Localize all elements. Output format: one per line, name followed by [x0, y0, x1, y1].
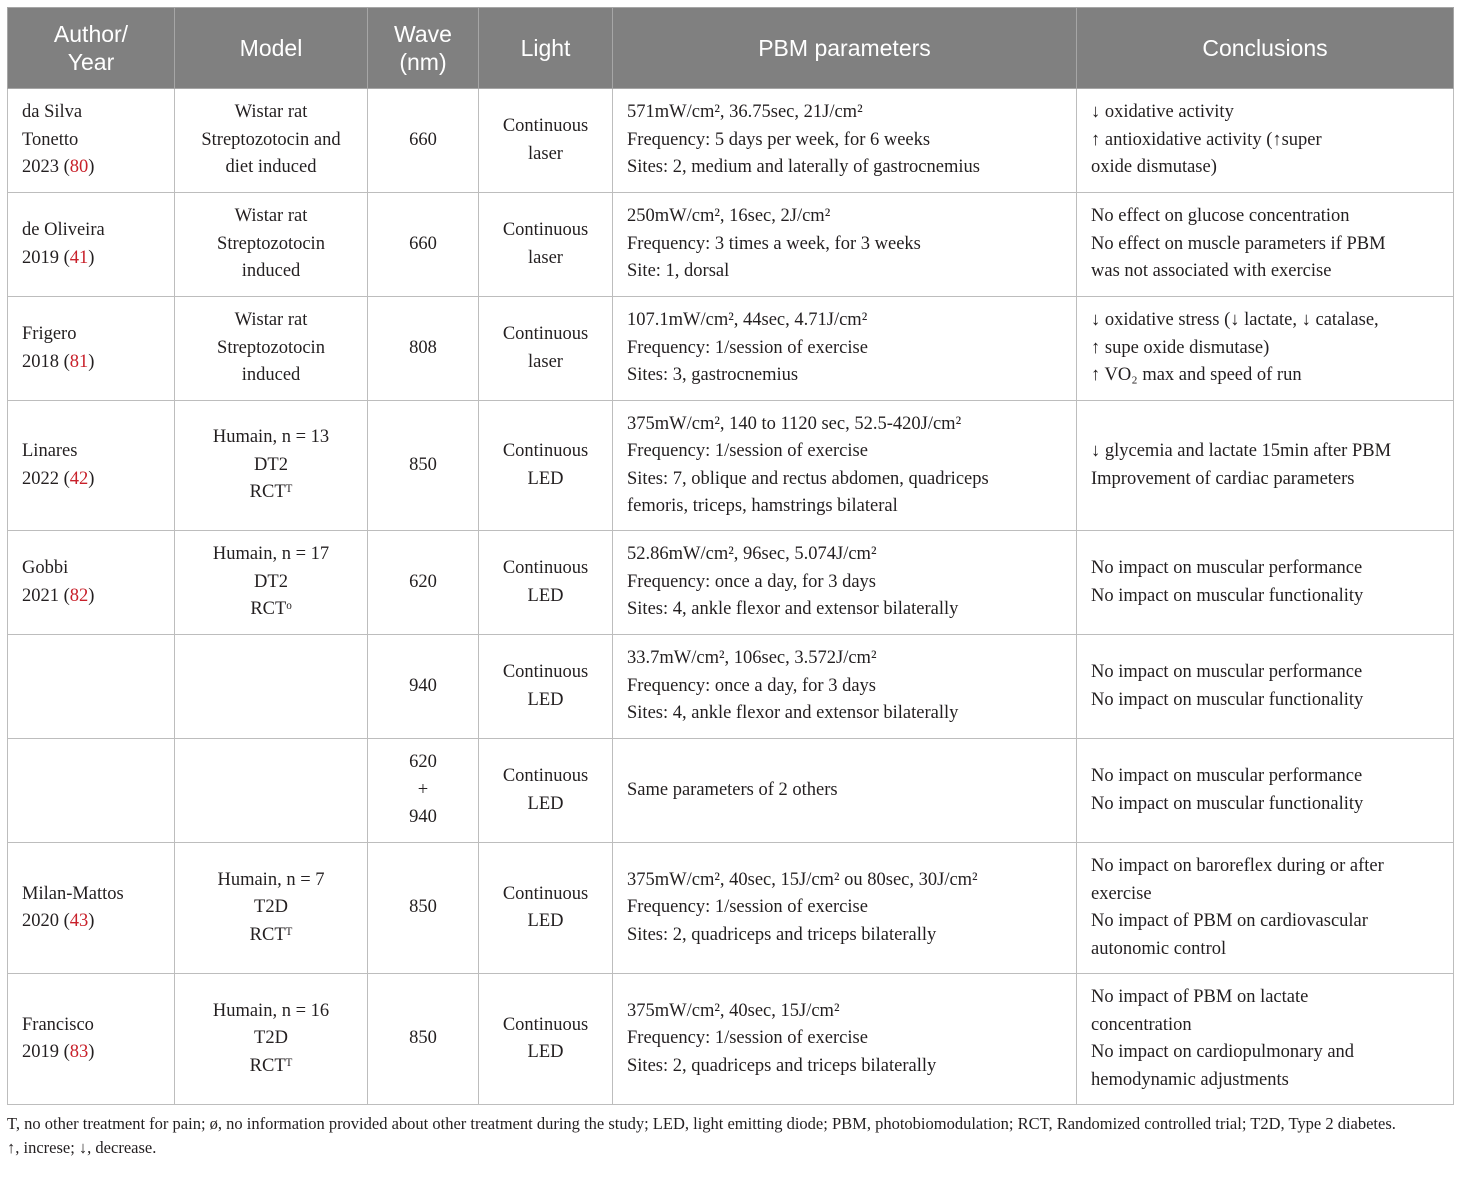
- table-row: [8, 401, 1454, 531]
- light-line: LED: [527, 689, 564, 710]
- light-line: Continuous: [502, 220, 589, 240]
- conclusions-line: No impact on muscular functionality: [1091, 585, 1364, 606]
- model-line: RCTᵀ: [249, 1055, 293, 1076]
- header-wave: Wave (nm): [368, 8, 479, 89]
- params-line: Frequency: 1/session of exercise: [627, 337, 868, 358]
- params-line: Same parameters of 2 others: [627, 779, 838, 800]
- author-year-cell: [8, 974, 175, 1105]
- model-line: Wistar rat: [234, 102, 308, 123]
- wave-line: 620: [409, 571, 437, 592]
- light-cell: [479, 401, 613, 531]
- model-line: Streptozotocin: [217, 337, 325, 358]
- model-line: RCTᵒ: [250, 599, 292, 620]
- reference-link[interactable]: 81: [69, 351, 89, 372]
- table-row: [8, 974, 1454, 1105]
- light-cell: [479, 843, 613, 974]
- params-line: Site: 1, dorsal: [627, 261, 730, 282]
- params-line: 571mW/cm², 36.75sec, 21J/cm²: [627, 102, 863, 123]
- model-line: induced: [241, 261, 301, 282]
- light-line: Continuous: [502, 883, 589, 904]
- light-line: Continuous: [502, 324, 589, 344]
- table-row: [8, 89, 1454, 193]
- wave-line: 850: [409, 897, 437, 918]
- params-line: Frequency: 1/session of exercise: [627, 897, 868, 918]
- table-row: [8, 531, 1454, 635]
- wave-line: +: [417, 779, 429, 800]
- year: 2023: [22, 157, 59, 178]
- model-line: T2D: [254, 1028, 288, 1049]
- wave-cell: [368, 401, 479, 531]
- reference-link[interactable]: 42: [69, 468, 89, 489]
- model-line: RCTᵀ: [249, 924, 293, 945]
- model-line: DT2: [254, 454, 288, 475]
- header-author-year: Author/ Year: [8, 8, 175, 89]
- params-line: 375mW/cm², 40sec, 15J/cm²: [627, 1000, 840, 1021]
- wave-cell: [368, 193, 479, 297]
- light-line: Continuous: [502, 116, 589, 136]
- table-row: [8, 739, 1454, 843]
- year: 2020: [22, 911, 59, 931]
- conclusions-line: Improvement of cardiac parameters: [1091, 468, 1355, 489]
- model-line: Humain, n = 13: [212, 427, 330, 448]
- studies-table: [7, 7, 1454, 1105]
- reference-link[interactable]: 82: [69, 585, 89, 606]
- params-line: Sites: 2, quadriceps and triceps bilaterally: [627, 1055, 937, 1076]
- params-line: 375mW/cm², 140 to 1120 sec, 52.5-420J/cm²: [627, 413, 962, 434]
- light-cell: [479, 974, 613, 1105]
- wave-line: 940: [409, 807, 437, 828]
- model-cell: [175, 739, 368, 843]
- header-light: Light: [479, 8, 613, 89]
- pbm-parameters-cell: [613, 974, 1077, 1105]
- table-row: [8, 193, 1454, 297]
- conclusions-line: No impact on muscular functionality: [1091, 793, 1364, 814]
- year-line: 2019 (83): [22, 1042, 95, 1062]
- pbm-parameters-cell: [613, 843, 1077, 974]
- params-line: Sites: 4, ankle flexor and extensor bilaterally: [627, 703, 959, 724]
- author-year-cell: [8, 635, 175, 739]
- reference-link[interactable]: 43: [69, 911, 89, 931]
- light-cell: [479, 635, 613, 739]
- conclusions-cell: [1077, 531, 1454, 635]
- conclusions-line: autonomic control: [1091, 938, 1227, 959]
- light-line: laser: [528, 143, 563, 164]
- light-line: laser: [528, 351, 563, 372]
- conclusions-line: ↓ oxidative activity: [1091, 102, 1234, 123]
- year-line: 2018 (81): [22, 351, 95, 372]
- author-year-cell: [8, 739, 175, 843]
- conclusions-cell: [1077, 739, 1454, 843]
- light-line: LED: [527, 1042, 564, 1062]
- conclusions-line: No impact of PBM on cardiovascular: [1091, 911, 1368, 931]
- params-line: Sites: 3, gastrocnemius: [627, 365, 799, 386]
- pbm-parameters-cell: [613, 635, 1077, 739]
- wave-cell: [368, 635, 479, 739]
- conclusions-line: concentration: [1091, 1014, 1192, 1035]
- light-line: Continuous: [502, 441, 589, 461]
- author-year-cell: [8, 89, 175, 193]
- pbm-parameters-cell: [613, 531, 1077, 635]
- params-line: Frequency: 1/session of exercise: [627, 441, 868, 461]
- light-cell: [479, 89, 613, 193]
- params-line: 33.7mW/cm², 106sec, 3.572J/cm²: [627, 648, 877, 669]
- model-cell: [175, 531, 368, 635]
- light-line: LED: [527, 911, 564, 931]
- light-cell: [479, 297, 613, 401]
- wave-cell: [368, 531, 479, 635]
- light-line: Continuous: [502, 558, 589, 578]
- author-line: Tonetto: [22, 129, 79, 150]
- author-year-cell: [8, 297, 175, 401]
- wave-cell: [368, 739, 479, 843]
- conclusions-cell: [1077, 193, 1454, 297]
- params-line: Frequency: 1/session of exercise: [627, 1028, 868, 1049]
- conclusions-line: ↓ oxidative stress (↓ lactate, ↓ catalase,: [1091, 310, 1379, 331]
- author-line: da Silva: [22, 102, 83, 123]
- model-line: Humain, n = 7: [217, 869, 325, 890]
- conclusions-line: oxide dismutase): [1091, 157, 1217, 178]
- pbm-parameters-cell: [613, 401, 1077, 531]
- wave-line: 850: [409, 454, 437, 475]
- author-line: Gobbi: [22, 558, 69, 578]
- conclusions-cell: [1077, 843, 1454, 974]
- light-line: LED: [527, 793, 564, 814]
- params-line: 107.1mW/cm², 44sec, 4.71J/cm²: [627, 310, 868, 331]
- light-cell: [479, 193, 613, 297]
- year-line: 2021 (82): [22, 585, 95, 606]
- conclusions-line: ↑ antioxidative activity (↑super: [1091, 129, 1322, 150]
- author-line: Linares: [22, 441, 78, 461]
- wave-line: 660: [409, 233, 437, 254]
- model-line: Streptozotocin and: [201, 129, 341, 150]
- year: 2019: [22, 1042, 59, 1062]
- params-line: 375mW/cm², 40sec, 15J/cm² ou 80sec, 30J/cm²: [627, 869, 978, 890]
- author-year-cell: [8, 401, 175, 531]
- model-line: RCTᵀ: [249, 482, 293, 503]
- light-line: Continuous: [502, 766, 589, 786]
- model-line: Wistar rat: [234, 206, 308, 227]
- model-cell: [175, 297, 368, 401]
- wave-cell: [368, 297, 479, 401]
- footnote-abbreviations: T, no other treatment for pain; ø, no information provided about other treatment during the study; LED, light emitting diode; PBM, photobiomodulation; RCT, Randomized controlled trial; T2D, Type 2 diabetes.: [7, 1114, 1396, 1133]
- light-cell: [479, 739, 613, 843]
- model-line: Humain, n = 17: [212, 544, 330, 565]
- pbm-parameters-cell: [613, 739, 1077, 843]
- conclusions-line: hemodynamic adjustments: [1091, 1069, 1289, 1090]
- author-line: Frigero: [22, 324, 77, 344]
- year: 2021: [22, 585, 59, 606]
- author-year-cell: [8, 843, 175, 974]
- light-line: LED: [527, 468, 564, 489]
- wave-cell: [368, 843, 479, 974]
- author-line: de Oliveira: [22, 220, 105, 240]
- model-cell: [175, 974, 368, 1105]
- table-row: [8, 843, 1454, 974]
- light-cell: [479, 531, 613, 635]
- conclusions-line: No impact on muscular functionality: [1091, 689, 1364, 710]
- reference-link[interactable]: 41: [69, 247, 89, 268]
- conclusions-cell: [1077, 297, 1454, 401]
- header-conclusions: Conclusions: [1077, 8, 1454, 89]
- table-body: [8, 89, 1454, 1105]
- conclusions-line: No impact on cardiopulmonary and: [1091, 1042, 1355, 1062]
- header-model: Model: [175, 8, 368, 89]
- model-cell: [175, 635, 368, 739]
- wave-cell: [368, 89, 479, 193]
- conclusions-line: No impact on muscular performance: [1091, 558, 1363, 578]
- params-line: Frequency: 3 times a week, for 3 weeks: [627, 233, 921, 254]
- conclusions-line: was not associated with exercise: [1091, 261, 1332, 282]
- conclusions-line: No impact on baroreflex during or after: [1091, 856, 1384, 876]
- model-line: diet induced: [225, 157, 317, 178]
- params-line: Sites: 7, oblique and rectus abdomen, quadriceps: [627, 468, 989, 489]
- light-line: laser: [528, 247, 563, 268]
- table-row: [8, 297, 1454, 401]
- footnote-arrows: ↑, increse; ↓, decrease.: [7, 1138, 157, 1157]
- params-line: femoris, triceps, hamstrings bilateral: [627, 496, 898, 516]
- wave-cell: [368, 974, 479, 1105]
- pbm-parameters-cell: [613, 89, 1077, 193]
- author-year-cell: [8, 193, 175, 297]
- year: 2019: [22, 247, 59, 268]
- wave-line: 660: [409, 129, 437, 150]
- params-line: Sites: 2, quadriceps and triceps bilaterally: [627, 924, 937, 945]
- model-cell: [175, 89, 368, 193]
- model-cell: [175, 843, 368, 974]
- header-pbm-parameters: PBM parameters: [613, 8, 1077, 89]
- author-year-cell: [8, 531, 175, 635]
- wave-line: 850: [409, 1028, 437, 1049]
- table-row: [8, 635, 1454, 739]
- year: 2022: [22, 468, 59, 489]
- wave-line: 808: [409, 337, 437, 358]
- pbm-parameters-cell: [613, 193, 1077, 297]
- conclusions-line: No impact on muscular performance: [1091, 662, 1363, 682]
- model-cell: [175, 401, 368, 531]
- model-line: DT2: [254, 571, 288, 592]
- conclusions-line: ↑ supe oxide dismutase): [1091, 337, 1270, 358]
- conclusions-line: ↓ glycemia and lactate 15min after PBM: [1091, 441, 1392, 461]
- conclusions-cell: [1077, 89, 1454, 193]
- year-line: 2023 (80): [22, 157, 95, 178]
- params-line: 250mW/cm², 16sec, 2J/cm²: [627, 206, 831, 227]
- model-line: Streptozotocin: [217, 233, 325, 254]
- author-line: Francisco: [22, 1014, 94, 1035]
- model-line: T2D: [254, 897, 288, 918]
- conclusions-cell: [1077, 635, 1454, 739]
- model-cell: [175, 193, 368, 297]
- year: 2018: [22, 351, 59, 372]
- conclusions-line: No impact of PBM on lactate: [1091, 987, 1309, 1007]
- wave-line: 620: [409, 752, 437, 773]
- light-line: Continuous: [502, 662, 589, 682]
- model-line: induced: [241, 365, 301, 386]
- conclusions-cell: [1077, 401, 1454, 531]
- params-line: Frequency: once a day, for 3 days: [627, 571, 876, 592]
- params-line: Sites: 2, medium and laterally of gastrocnemius: [627, 157, 980, 178]
- reference-link[interactable]: 83: [69, 1042, 89, 1062]
- light-line: Continuous: [502, 1014, 589, 1035]
- conclusions-line: No effect on muscle parameters if PBM: [1091, 233, 1386, 254]
- header-row: [8, 8, 1454, 89]
- pbm-parameters-cell: [613, 297, 1077, 401]
- wave-line: 940: [409, 675, 437, 696]
- conclusions-cell: [1077, 974, 1454, 1105]
- year-line: 2020 (43): [22, 911, 95, 931]
- conclusions-line: No impact on muscular performance: [1091, 766, 1363, 786]
- params-line: Frequency: 5 days per week, for 6 weeks: [627, 129, 931, 150]
- author-line: Milan-Mattos: [22, 883, 124, 904]
- model-line: Humain, n = 16: [212, 1000, 330, 1021]
- reference-link[interactable]: 80: [69, 157, 89, 178]
- conclusions-line: ↑ VO₂ max and speed of run: [1091, 365, 1302, 386]
- conclusions-line: No effect on glucose concentration: [1091, 206, 1350, 227]
- year-line: 2019 (41): [22, 247, 95, 268]
- light-line: LED: [527, 585, 564, 606]
- table-footnotes: [7, 1112, 1453, 1160]
- year-line: 2022 (42): [22, 468, 95, 489]
- conclusions-line: exercise: [1091, 883, 1152, 904]
- params-line: 52.86mW/cm², 96sec, 5.074J/cm²: [627, 544, 877, 565]
- model-line: Wistar rat: [234, 310, 308, 331]
- params-line: Sites: 4, ankle flexor and extensor bilaterally: [627, 599, 959, 620]
- params-line: Frequency: once a day, for 3 days: [627, 675, 876, 696]
